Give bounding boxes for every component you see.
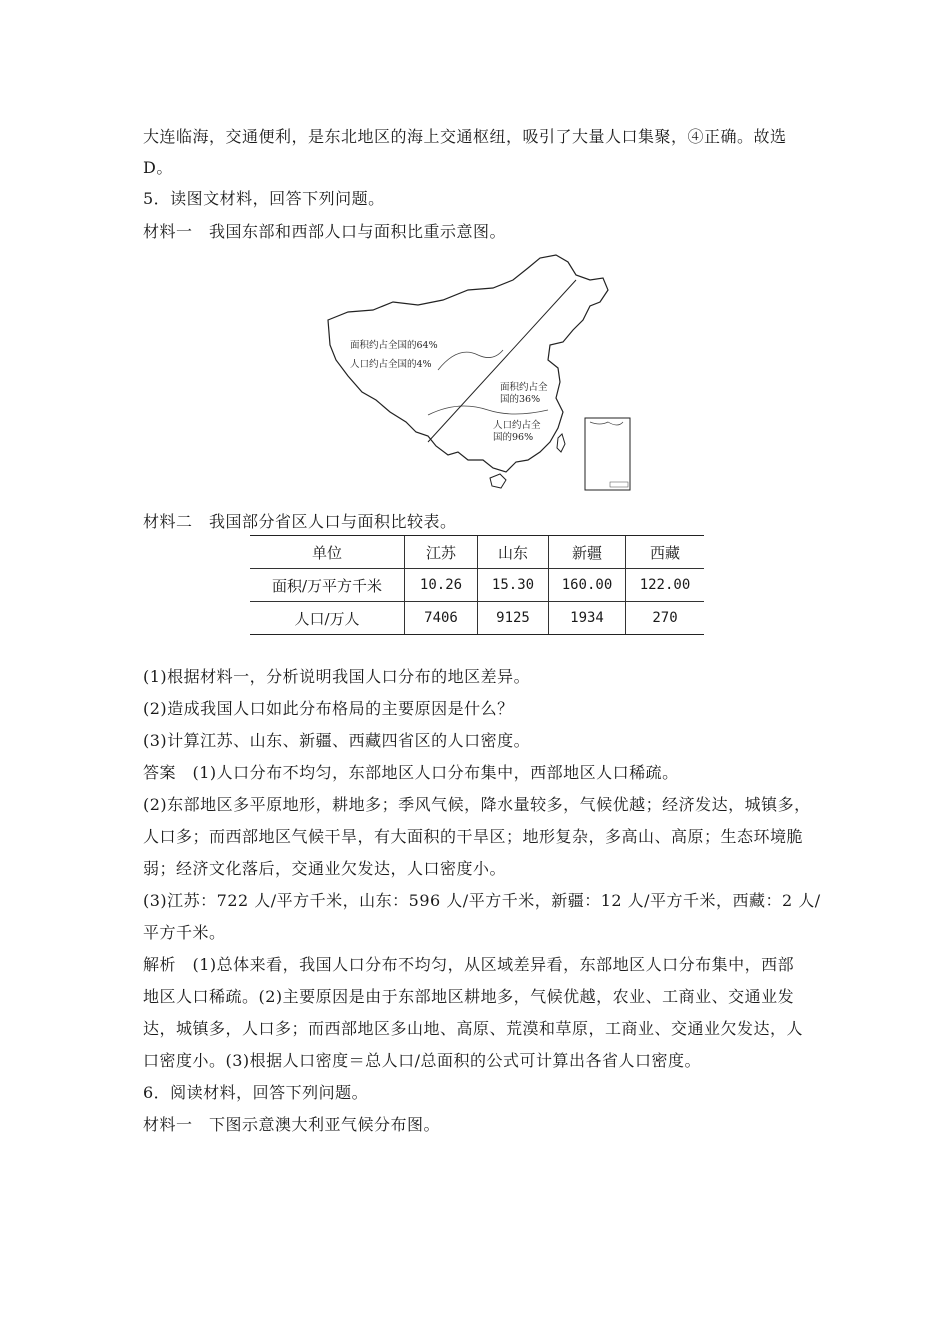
explanation-line-1: 解析 (1)总体来看，我国人口分布不均匀，从区域差异看，东部地区人口分布集中，西部 xyxy=(143,955,795,974)
answer-3-line-1: (3)江苏：722 人/平方千米，山东：596 人/平方千米，新疆：12 人/平方千米，西藏：2 人/ xyxy=(143,891,821,910)
east-area-label-2: 国的36% xyxy=(500,394,541,405)
subquestion-3: (3)计算江苏、山东、新疆、西藏四省区的人口密度。 xyxy=(143,731,531,750)
header-shandong: 山东 xyxy=(478,536,549,569)
cell-area-jiangsu: 10.26 xyxy=(405,569,478,602)
china-population-map xyxy=(318,250,638,495)
question-6: 6．阅读材料，回答下列问题。 xyxy=(143,1083,369,1102)
explanation-line-2: 地区人口稀疏。(2)主要原因是由于东部地区耕地多，气候优越，农业、工商业、交通业发 xyxy=(143,987,795,1006)
material-2-caption: 材料二 我国部分省区人口与面积比较表。 xyxy=(143,512,457,531)
header-xizang: 西藏 xyxy=(626,536,705,569)
yellow-river xyxy=(438,350,503,370)
cell-area-xizang: 122.00 xyxy=(626,569,705,602)
hu-line xyxy=(428,280,576,442)
explanation-line-3: 达，城镇多，人口多；而西部地区多山地、高原、荒漠和草原，工商业、交通业欠发达，人 xyxy=(143,1019,804,1038)
inset-scale-box xyxy=(610,482,628,487)
south-china-sea-inset xyxy=(585,418,630,490)
table-row xyxy=(250,569,704,602)
answer-1: 答案 (1)人口分布不均匀，东部地区人口分布集中，西部地区人口稀疏。 xyxy=(143,763,679,782)
province-comparison-table xyxy=(250,535,704,635)
material-3-caption: 材料一 下图示意澳大利亚气候分布图。 xyxy=(143,1115,441,1134)
cell-pop-shandong: 9125 xyxy=(478,602,549,635)
subquestion-1: (1)根据材料一，分析说明我国人口分布的地区差异。 xyxy=(143,667,531,686)
cell-pop-jiangsu: 7406 xyxy=(405,602,478,635)
cell-pop-xizang: 270 xyxy=(626,602,705,635)
east-population-label-1: 人口约占全 xyxy=(493,420,541,431)
header-jiangsu: 江苏 xyxy=(405,536,478,569)
hainan-island xyxy=(490,474,506,488)
east-population-label-2: 国的96% xyxy=(493,432,534,443)
cell-area-xinjiang: 160.00 xyxy=(549,569,626,602)
header-unit: 单位 xyxy=(250,536,405,569)
west-population-label: 人口约占全国的4% xyxy=(350,359,432,370)
west-area-label: 面积约占全国的64% xyxy=(350,340,438,351)
answer-2-line-2: 人口多；而西部地区气候干旱，有大面积的干旱区；地形复杂，多高山、高原；生态环境脆 xyxy=(143,827,804,846)
header-xinjiang: 新疆 xyxy=(549,536,626,569)
cell-pop-xinjiang: 1934 xyxy=(549,602,626,635)
east-area-label-1: 面积约占全 xyxy=(500,382,548,393)
table-header-row xyxy=(250,536,704,569)
line-2: D。 xyxy=(143,158,173,177)
cell-area-shandong: 15.30 xyxy=(478,569,549,602)
line-1: 大连临海，交通便利，是东北地区的海上交通枢纽，吸引了大量人口集聚，④正确。故选 xyxy=(143,127,787,146)
answer-3-line-2: 平方千米。 xyxy=(143,923,226,942)
row-label-area: 面积/万平方千米 xyxy=(250,569,405,602)
answer-2-line-1: (2)东部地区多平原地形，耕地多；季风气候，降水量较多，气候优越；经济发达，城镇多， xyxy=(143,795,811,814)
taiwan-island xyxy=(557,434,565,452)
question-5: 5．读图文材料，回答下列问题。 xyxy=(143,189,385,208)
material-1-caption: 材料一 我国东部和西部人口与面积比重示意图。 xyxy=(143,222,507,241)
answer-2-line-3: 弱；经济文化落后，交通业欠发达，人口密度小。 xyxy=(143,859,507,878)
row-label-population: 人口/万人 xyxy=(250,602,405,635)
table-row xyxy=(250,602,704,635)
subquestion-2: (2)造成我国人口如此分布格局的主要原因是什么？ xyxy=(143,699,514,718)
explanation-line-4: 口密度小。(3)根据人口密度＝总人口/总面积的公式可计算出各省人口密度。 xyxy=(143,1051,702,1070)
yangtze-river xyxy=(428,406,548,415)
